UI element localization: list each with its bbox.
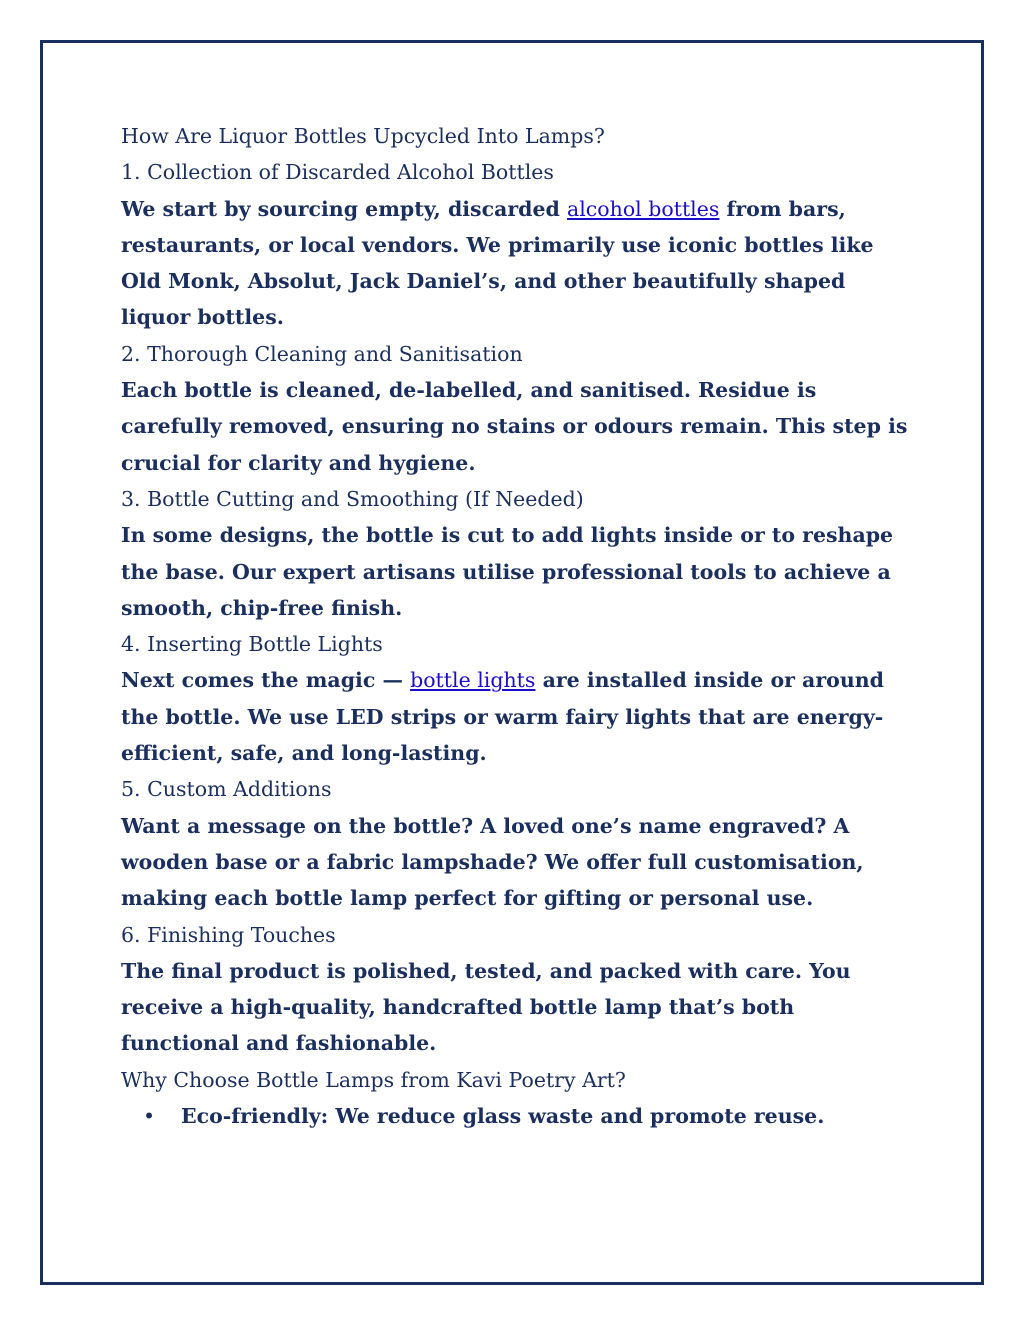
bottle-lights-link[interactable]: bottle lights: [410, 668, 536, 693]
bullet-icon: •: [143, 1104, 156, 1129]
step-5-text: Want a message on the bottle? A loved one’s name engraved? A wooden base or a fabric lampshade? We offer full customisation, making each bottle lamp perfect for gifting or personal use.: [121, 813, 864, 911]
list-item-text: Eco-friendly: We reduce glass waste and promote reuse.: [181, 1104, 825, 1129]
step-5-heading: 5. Custom Additions: [121, 777, 332, 802]
document-title: How Are Liquor Bottles Upcycled Into Lamps?: [121, 124, 605, 148]
step-4-text: [121, 662, 911, 771]
step-4-text-after: are installed inside or around the bottle. We use LED strips or warm fairy lights that are energy-efficient, safe, and long-lasting.: [121, 668, 884, 766]
why-choose-heading: Why Choose Bottle Lamps from Kavi Poetry Art?: [121, 1067, 626, 1092]
step-4-heading: 4. Inserting Bottle Lights: [121, 632, 383, 657]
step-3-text: In some designs, the bottle is cut to add lights inside or to reshape the base. Our expert artisans utilise professional tools to achieve a smooth, chip-free finish.: [121, 523, 894, 620]
step-2-heading: 2. Thorough Cleaning and Sanitisation: [121, 341, 523, 366]
step-1-text-after: from bars, restaurants, or local vendors. We primarily use iconic bottles like Old Monk, Absolut, Jack Daniel’s, and other beautifully shaped liquor bottles.: [121, 196, 874, 330]
document-content: [121, 118, 911, 1134]
step-1-text-before: We start by sourcing empty, discarded: [121, 196, 568, 221]
step-1-heading: 1. Collection of Discarded Alcohol Bottles: [121, 160, 554, 185]
step-4-text-before: Next comes the magic —: [121, 668, 411, 693]
step-3-heading: 3. Bottle Cutting and Smoothing (If Needed): [121, 486, 584, 511]
list-item: [121, 1098, 911, 1134]
step-6-text: The final product is polished, tested, and packed with care. You receive a high-quality, handcrafted bottle lamp that’s both functional and fashionable.: [121, 958, 851, 1056]
step-6-heading: 6. Finishing Touches: [121, 922, 336, 947]
benefits-list: [121, 1098, 911, 1134]
alcohol-bottles-link[interactable]: alcohol bottles: [567, 196, 720, 221]
step-1-text: [121, 191, 911, 336]
step-2-text: Each bottle is cleaned, de-labelled, and sanitised. Residue is carefully removed, ensuring no stains or odours remain. This step is crucial for clarity and hygiene.: [121, 378, 908, 475]
